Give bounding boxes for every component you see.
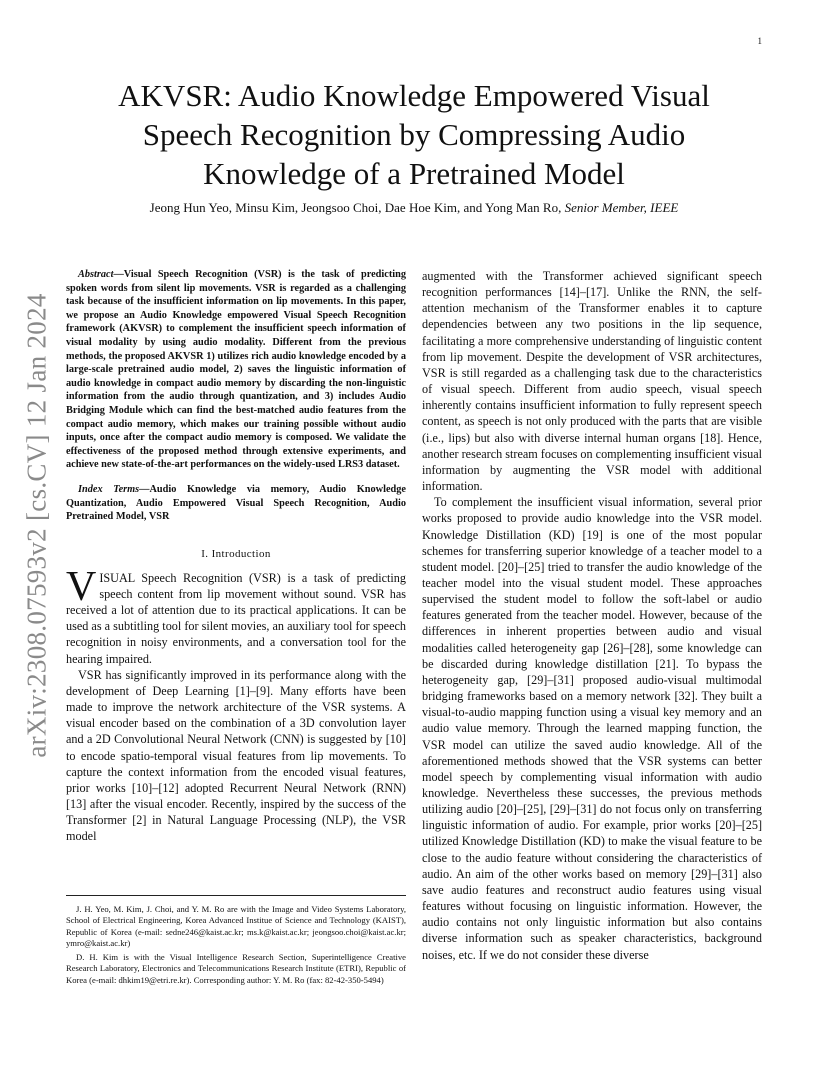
- index-terms-label: Index Terms: [78, 483, 140, 495]
- footnote-affiliation-kaist: J. H. Yeo, M. Kim, J. Choi, and Y. M. Ro are with the Image and Video Systems Laboratory, School of Electrical Engineering, Korea Advanced Institue of Science and Technology (KAIST), Republic of Korea (e-mail: sedne246@kaist.ac.kr; ms.k@kaist.ac.kr; jeongsoo.choi@kaist.ac.kr; ymro@kaist.ac.kr): [66, 904, 406, 948]
- author-names: Jeong Hun Yeo, Minsu Kim, Jeongsoo Choi, Dae Hoe Kim, and Yong Man Ro,: [149, 200, 562, 215]
- intro-paragraph-2: VSR has significantly improved in its performance along with the development of Deep Learning [1]–[9]. Many efforts have been made to improve the network architecture of the VSR systems. A visual encoder based on the combination of a 3D convolution layer and a 2D Convolutional Neural Network (CNN) is suggested by [10] to encode spatio-temporal visual features from lip movements. To capture the context information from the encoded visual features, prior works [10]–[12] adopted Recurrent Neural Network (RNN) [13] after the visual encoder. Recently, inspired by the success of the Transformer [2] in Natural Language Processing (NLP), the VSR model: [66, 667, 406, 844]
- index-terms-text: —Audio Knowledge via memory, Audio Knowledge Quantization, Audio Empowered Visual Speech Recognition, Audio Pretrained Model, VSR: [66, 483, 406, 523]
- arxiv-id: arXiv:2308.07593v2 [cs.CV] 12 Jan 2024: [21, 292, 52, 758]
- section-heading: I. Introduction: [201, 547, 271, 560]
- intro-paragraph-1-text: ISUAL Speech Recognition (VSR) is a task of predicting speech content from lip movement without sound. VSR has received a lot of attention due to its practical applications. It can be used as a subtitling tool for silent movies, an auxiliary tool for speech recognition in noisy environments, and a conversation tool for the hearing impaired.: [66, 570, 406, 666]
- footnotes: [66, 895, 406, 989]
- index-terms: [66, 483, 406, 524]
- author-list: [80, 200, 748, 216]
- left-column: [66, 268, 406, 845]
- drop-cap: V: [66, 563, 97, 610]
- right-paragraph-1: augmented with the Transformer achieved significant speech recognition performances [14]–[17]. Unlike the RNN, the self-attention mechanism of the Transformer enables it to capture dependencies between any two positions in the lip sequence, facilitating a more comprehensive understanding of linguistic content from lip movement. Despite the development of VSR architectures, VSR is still regarded as a challenging task due to the characteristics of visual speech. Different from audio speech, visual speech inherently contains insufficient information to fully represent speech content, as speech is not only produced with the parts that are visible (i.e., lips) but also with diverse internal human organs [18]. Hence, another research stream focuses on complementing insufficient visual information by augmenting the VSR model with additional information.: [422, 269, 762, 494]
- right-paragraph-2: To complement the insufficient visual information, several prior works proposed to provide audio knowledge into the VSR model. Knowledge Distillation (KD) [19] is one of the most popular schemes for transferring superior knowledge of a teacher model to a student model. [20]–[25] tried to transfer the audio knowledge of the teacher model into the visual student model. These approaches supervised the student model to follow the soft-label or audio features generated from the teacher model. However, because of the differences in inherent properties between audio and visual modalities called heterogeneity gap [26]–[28], some knowledge can be discarded during knowledge distillation [21]. To bypass the heterogeneity gap, [29]–[31] proposed audio-visual multimodal bridging frameworks based on a memory network [32]. They built a visual-to-audio mapping function using a visual key memory and an audio value memory. Through the learned mapping function, the VSR model can utilize the saved audio knowledge. All of the aforementioned methods showed that the VSR systems can better model speech by complementing visual information with audio knowledge. Nevertheless these successes, the previous methods utilizing audio [20]–[25], [29]–[31] do not focus only on transferring linguistic information of audio. For example, prior works [20]–[25] utilized Knowledge Distillation (KD) to make the visual feature to be close to the audio feature without considering the characteristics of audio. An aim of the other works based on memory [29]–[31] also save audio features and reconstruct audio features using visual features without focusing on linguistic information. However, the audio contains not only linguistic information but also contains diverse information such as speaker characteristics, background noises, etc. If we do not consider these diverse: [422, 495, 762, 962]
- page-number: 1: [757, 36, 762, 46]
- intro-paragraph-1: [66, 563, 406, 667]
- abstract: [66, 268, 406, 472]
- author-suffix: Senior Member, IEEE: [564, 200, 679, 215]
- paper-title: AKVSR: Audio Knowledge Empowered Visual Speech Recognition by Compressing Audio Knowledge of a Pretrained Model: [118, 78, 710, 191]
- footnote-affiliation-etri: D. H. Kim is with the Visual Intelligence Research Section, Superintelligence Creative Research Laboratory, Electronics and Telecommunications Research Institute (ETRI), Republic of Korea (e-mail: dhkim19@etri.re.kr). Corresponding author: Y. M. Ro (fax: 82-42-350-5494): [66, 952, 406, 985]
- abstract-text: —Visual Speech Recognition (VSR) is the task of predicting spoken words from silent lip movements. VSR is regarded as a challenging task because of the insufficient information on lip movements. In this paper, we propose an Audio Knowledge empowered Visual Speech Recognition framework (AKVSR) to complement the insufficient speech information of visual modality by using audio modality. Different from the previous methods, the proposed AKVSR 1) utilizes rich audio knowledge encoded by a large-scale pretrained audio model, 2) saves the linguistic information of audio knowledge in compact audio memory by discarding the non-linguistic information from the audio through quantization, and 3) includes Audio Bridging Module which can find the best-matched audio features from the compact audio memory, which makes our training possible without audio inputs, once after the compact audio memory is composed. We validate the effectiveness of the proposed method through extensive experiments, and achieve new state-of-the-art performances on the widely-used LRS3 dataset.: [66, 269, 406, 471]
- abstract-label: Abstract: [78, 269, 114, 280]
- right-column: [422, 268, 762, 963]
- arxiv-stamp: [22, 290, 52, 760]
